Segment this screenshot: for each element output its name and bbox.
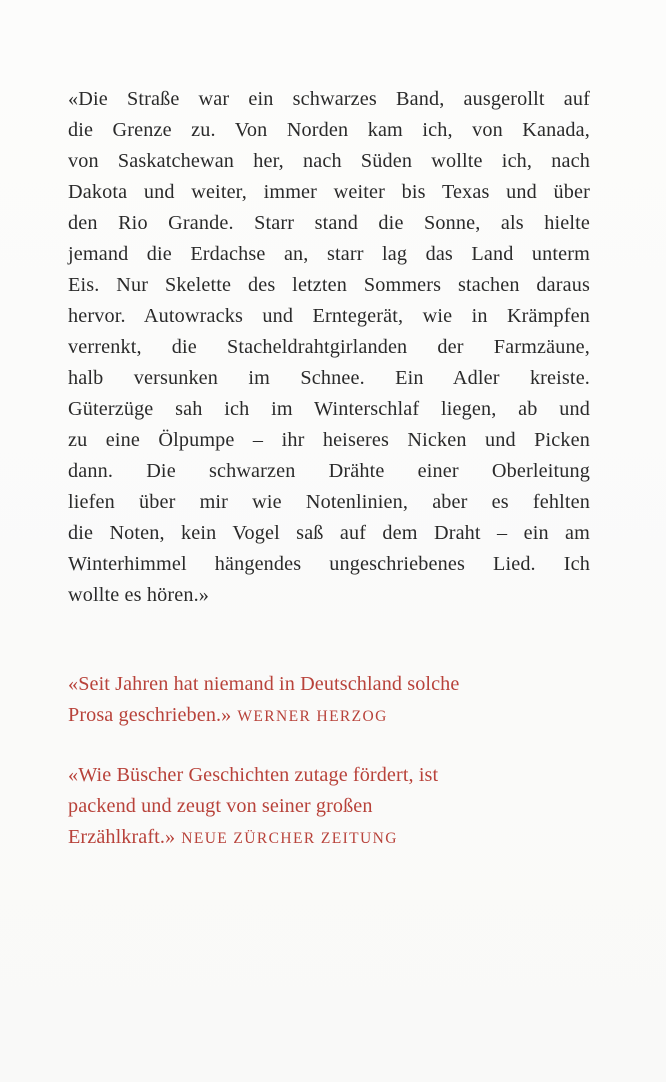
excerpt-line: jemand die Erdachse an, starr lag das Land unterm bbox=[68, 243, 590, 265]
quote-line: Erzählkraft.» bbox=[68, 826, 176, 848]
book-excerpt bbox=[68, 84, 590, 611]
excerpt-line: wollte es hören.» bbox=[68, 584, 210, 606]
quote-source: WERNER HERZOG bbox=[237, 708, 388, 725]
excerpt-line: hervor. Autowracks und Erntegerät, wie in Krämpfen bbox=[68, 305, 590, 327]
review-quote-herzog bbox=[68, 669, 608, 731]
excerpt-line: Eis. Nur Skelette des letzten Sommers stachen daraus bbox=[68, 274, 590, 296]
review-quote-nzz bbox=[68, 760, 608, 853]
excerpt-line: von Saskatchewan her, nach Süden wollte ich, nach bbox=[68, 150, 590, 172]
excerpt-line: zu eine Ölpumpe – ihr heiseres Nicken und Picken bbox=[68, 429, 590, 451]
quote-line-with-source bbox=[68, 822, 608, 853]
excerpt-line: liefen über mir wie Notenlinien, aber es fehlten bbox=[68, 491, 590, 513]
quote-line: packend und zeugt von seiner großen bbox=[68, 795, 373, 817]
excerpt-line: Dakota und weiter, immer weiter bis Texas und über bbox=[68, 181, 590, 203]
quote-line: «Seit Jahren hat niemand in Deutschland solche bbox=[68, 673, 460, 695]
quote-source: NEUE ZÜRCHER ZEITUNG bbox=[181, 830, 398, 847]
excerpt-line: «Die Straße war ein schwarzes Band, ausgerollt auf bbox=[68, 88, 590, 110]
quote-line-with-source bbox=[68, 700, 608, 731]
excerpt-line: halb versunken im Schnee. Ein Adler kreiste. bbox=[68, 367, 590, 389]
excerpt-line: Winterhimmel hängendes ungeschriebenes Lied. Ich bbox=[68, 553, 590, 575]
excerpt-line: die Grenze zu. Von Norden kam ich, von Kanada, bbox=[68, 119, 590, 141]
quote-line: «Wie Büscher Geschichten zutage fördert, ist bbox=[68, 764, 439, 786]
excerpt-line: die Noten, kein Vogel saß auf dem Draht – ein am bbox=[68, 522, 590, 544]
excerpt-line: den Rio Grande. Starr stand die Sonne, als hielte bbox=[68, 212, 590, 234]
quote-line: Prosa geschrieben.» bbox=[68, 704, 232, 726]
excerpt-line: dann. Die schwarzen Drähte einer Oberleitung bbox=[68, 460, 590, 482]
excerpt-line: verrenkt, die Stacheldrahtgirlanden der Farmzäune, bbox=[68, 336, 590, 358]
excerpt-line: Güterzüge sah ich im Winterschlaf liegen, ab und bbox=[68, 398, 590, 420]
